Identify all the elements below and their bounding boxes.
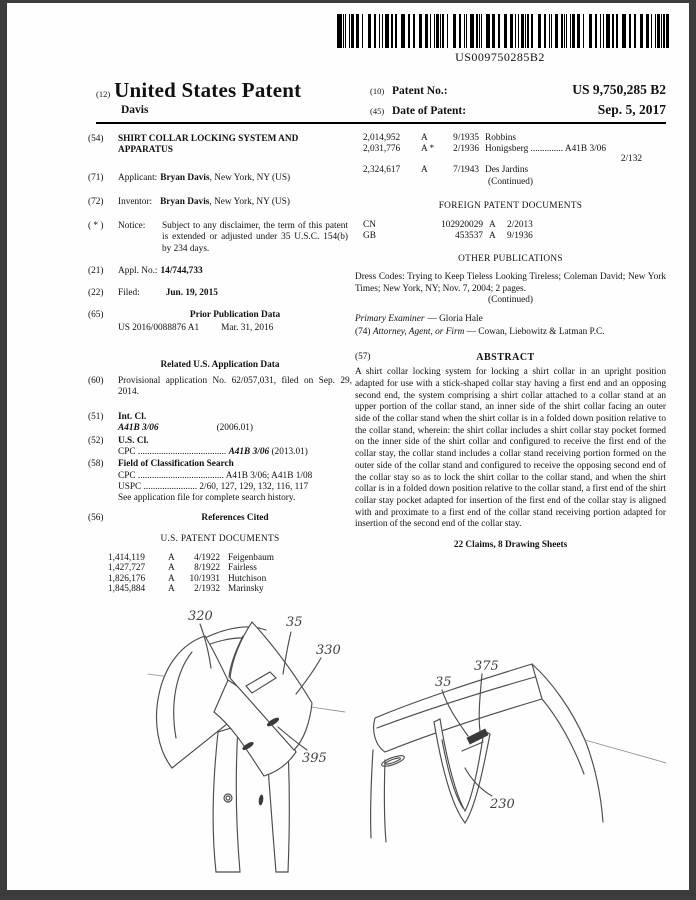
publication-number: US 2016/0088876 A1: [118, 322, 200, 333]
foreign-patents-heading: FOREIGN PATENT DOCUMENTS: [438, 200, 583, 211]
field-code: ( * ): [88, 221, 104, 232]
uspc-label: USPC: [118, 481, 142, 492]
dot-leader: .....................................: [137, 470, 224, 481]
inventor-label: Inventor:: [118, 196, 153, 207]
header-left: [96, 78, 301, 116]
filed-label: Filed:: [118, 288, 140, 299]
patent-drawings: [80, 600, 680, 890]
cpc-classes: A41B 3/06; A41B 1/08: [225, 470, 313, 481]
continued-note: (Continued): [488, 177, 533, 188]
appl-no-label: Appl. No.:: [118, 266, 158, 277]
abstract-header: [355, 352, 666, 363]
document-title: United States Patent: [114, 78, 302, 102]
examiner-label: Primary Examiner: [355, 314, 425, 325]
field-code: (22): [88, 288, 104, 299]
cpc-label: CPC: [118, 470, 136, 481]
claims-line: 22 Claims, 8 Drawing Sheets: [453, 540, 568, 551]
date-code: (45): [370, 106, 385, 116]
ref-label-35: 35: [286, 615, 303, 630]
appl-no-value: 14/744,733: [160, 266, 203, 277]
field-54-title: [88, 134, 352, 157]
filed-value: Jun. 19, 2015: [165, 288, 218, 299]
us-references-continued: [355, 133, 666, 175]
left-column: [88, 134, 352, 594]
prior-publication-heading: Prior Publication Data: [189, 309, 281, 320]
date-value: Sep. 5, 2017: [597, 102, 666, 117]
table-row: CN 102920029 A 2/2013: [363, 219, 533, 230]
field-22-filed: [88, 288, 352, 299]
applicant-label: Applicant:: [118, 172, 158, 183]
int-cl-code: A41B 3/06: [118, 423, 159, 434]
field-code: (65): [88, 309, 104, 320]
kind-code: (12): [96, 89, 111, 99]
field-code: (51): [88, 412, 104, 423]
uspc-classes: 2/60, 127, 129, 132, 116, 117: [199, 481, 309, 492]
notice-label: Notice:: [118, 221, 146, 232]
related-heading: Related U.S. Application Data: [160, 360, 280, 371]
provisional-text: Provisional application No. 62/057,031, filed on Sep. 29, 2014.: [118, 375, 352, 397]
other-publications-heading: OTHER PUBLICATIONS: [458, 254, 563, 265]
ref-label-375: 375: [474, 659, 499, 674]
date-label: Date of Patent:: [392, 105, 467, 117]
ref-label-395: 395: [302, 751, 327, 766]
patent-no-code: (10): [370, 86, 385, 96]
us-cl-heading: U.S. Cl.: [118, 435, 149, 446]
other-publications-text: Dress Codes: Trying to Keep Tieless Looking Tireless; Coleman David; New York Times; New York, NY; Nov. 7, 2004; 2 pages.: [355, 272, 666, 294]
notice-text: Subject to any disclaimer, the term of this patent is extended or adjusted under 35 U.S.C. 154(b) by 234 days.: [162, 221, 348, 254]
field-21-appl-no: [88, 266, 352, 277]
abstract-text: A shirt collar locking system for locking a shirt collar in an upright position adapted for use with a stick-shaped collar stay having a first end and an opposing second end, the system comprising a shirt collar attached to a collar stand at an upper portion of the collar stand, an inner side of the shirt collar facing an outer side of the collar stand when the shirt collar is in a folded down position relative to the collar stand, wherein: the shirt collar includes a shirt collar stay pocket formed on the inner side of the shirt collar and configured to receive the first end of the collar stay, the collar stand includes a collar stand receiving portion formed on the outer side of the collar stand and configured to receive the opposing second end of the collar stay so as to lock the shirt collar to the collar stand, and when the shirt collar is in a folded down position relative to the collar stand, a first end of the shirt collar stay pocket adapted for insertion of the first end of the collar stay is aligned with and proximate to a first end of the collar stand receiving portion adapted for insertion of the second end of the collar stay.: [355, 367, 666, 530]
field-code: (72): [88, 196, 104, 207]
figure-collar-front: [148, 609, 345, 872]
inventor-address: , New York, NY (US): [209, 196, 290, 207]
field-58-search: [88, 459, 352, 504]
continued-note: (Continued): [488, 295, 533, 306]
field-56-references: [88, 513, 352, 595]
dot-leader: ......................................: [137, 447, 227, 458]
patent-no-value: US 9,750,285 B2: [572, 82, 666, 97]
field-code: (58): [88, 459, 104, 470]
search-heading: Field of Classification Search: [118, 459, 234, 470]
ref-label-230: 230: [490, 797, 515, 812]
ref-label-320: 320: [188, 609, 213, 624]
patent-page: [7, 3, 689, 890]
attorney-label: Attorney, Agent, or Firm: [372, 326, 465, 337]
field-code: (71): [88, 172, 104, 183]
field-code: (60): [88, 375, 104, 386]
field-code: (74): [355, 326, 371, 337]
ref-label-35: 35: [435, 675, 452, 690]
field-notice: [88, 221, 352, 255]
table-row: 2,014,952 A 9/1935 Robbins: [363, 133, 516, 143]
field-71-applicant: [88, 173, 352, 184]
inventor-name: Bryan Davis: [160, 196, 210, 207]
field-code: (21): [88, 266, 104, 277]
figure-collar-stay-detail: [371, 659, 666, 842]
applicant-address: , New York, NY (US): [209, 172, 291, 183]
cpc-value: A41B 3/06: [228, 447, 270, 458]
field-65-prior-publication: [88, 310, 352, 335]
dot-leader: .......................: [143, 481, 198, 492]
invention-title: SHIRT COLLAR LOCKING SYSTEM AND APPARATUS: [118, 134, 299, 156]
attorney-name: — Cowan, Liebowitz & Latman P.C.: [466, 326, 605, 337]
header-rule: [96, 122, 666, 124]
table-row: 1,826,176 A 10/1931 Hutchison: [108, 573, 267, 584]
field-code: (52): [88, 435, 104, 446]
table-row: 1,427,727 A 8/1922 Fairless: [108, 563, 257, 574]
header-right: [370, 82, 666, 122]
applicant-name: Bryan Davis: [160, 172, 210, 183]
table-row: 1,414,119 A 4/1922 Feigenbaum: [108, 553, 274, 564]
right-column: [355, 133, 666, 551]
table-row: GB 453537 A 9/1936: [363, 230, 533, 241]
barcode: [337, 14, 669, 48]
abstract-heading: ABSTRACT: [476, 351, 535, 363]
foreign-references-table: [355, 220, 666, 241]
inventor-surname: Davis: [121, 104, 149, 116]
field-72-inventor: [88, 197, 352, 208]
attorney-line: [355, 327, 645, 338]
table-row: 2,031,776 A * 2/1936 Honigsberg .............. A41B 3/06: [363, 143, 606, 154]
citation-class: 2/132: [620, 154, 642, 165]
field-code: (57): [355, 351, 371, 362]
related-application-data: [88, 360, 352, 398]
field-code: (56): [88, 512, 104, 523]
table-row: 2,324,617 A 7/1943 Des Jardins: [363, 164, 529, 175]
int-cl-heading: Int. Cl.: [118, 412, 147, 423]
table-row: 1,845,884 A 2/1932 Marinsky: [108, 584, 264, 595]
field-code: (54): [88, 134, 104, 144]
references-heading: References Cited: [201, 512, 269, 523]
patent-no-label: Patent No.:: [392, 85, 448, 97]
int-cl-date: (2006.01): [216, 423, 253, 434]
field-51-int-cl: [88, 412, 352, 435]
search-note: See application file for complete search history.: [118, 493, 296, 504]
ref-label-330: 330: [316, 643, 341, 658]
us-references-table: [88, 553, 352, 594]
dot-leader: ..............: [530, 143, 564, 154]
cpc-suffix: (2013.01): [271, 447, 308, 458]
us-patents-heading: U.S. PATENT DOCUMENTS: [160, 533, 280, 544]
barcode-text: US009750285B2: [455, 50, 545, 64]
publication-date: Mar. 31, 2016: [221, 322, 274, 333]
examiner-name: — Gloria Hale: [427, 314, 483, 325]
cpc-label: CPC: [118, 447, 136, 458]
field-52-us-cl: [88, 436, 352, 459]
